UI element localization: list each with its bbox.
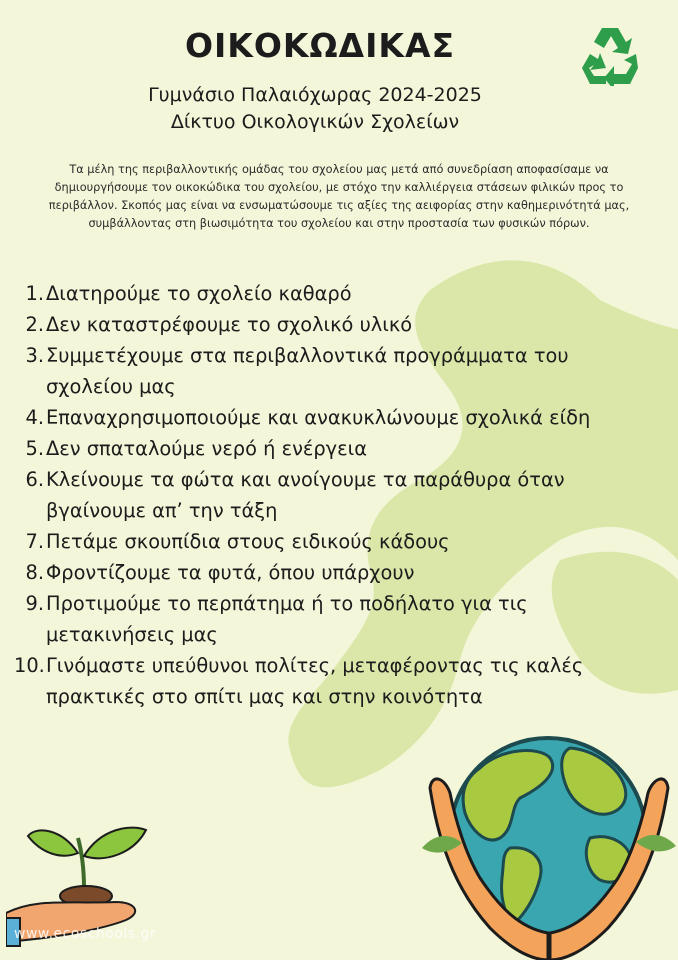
rule-number: 2. <box>25 313 44 336</box>
rule-item <box>14 402 669 433</box>
page-title: ΟΙΚΟΚΩΔΙΚΑΣ <box>184 26 456 65</box>
rule-item <box>14 309 669 340</box>
school-name: Γυμνάσιο Παλαιόχωρας 2024-2025 <box>148 84 482 106</box>
rule-item <box>14 340 669 402</box>
recycle-icon <box>576 24 644 86</box>
rule-text: Κλείνουμε τα φώτα και ανοίγουμε τα παράθυρα όταν βγαίνουμε απ’ την τάξη <box>46 468 565 522</box>
rule-item <box>14 526 669 557</box>
footer-website: www.ecoschools.gr <box>14 926 157 942</box>
rule-number: 8. <box>25 561 44 584</box>
rule-text: Προτιμούμε το περπάτημα ή το ποδήλατο για τις μετακινήσεις μας <box>46 592 528 646</box>
rule-number: 1. <box>25 282 44 305</box>
rule-item <box>14 433 669 464</box>
intro-paragraph: Τα μέλη της περιβαλλοντικής ομάδας του σχολείου μας μετά από συνεδρίαση αποφασίσαμε να δημιουργήσουμε τον οικοκώδικα του σχολείου, με στόχο την καλλιέργεια στάσεων φιλικών προς το περιβάλλον. Σκοπός μας είναι να ενσωματώσουμε τις αξίες της αειφορίας στην καθημερινότητά μας, συμβάλλοντας στη βιωσιμότητα του σχολείου και στην προστασία των φυσικών πόρων. <box>48 163 630 230</box>
rule-number: 10. <box>14 654 45 677</box>
rule-number: 6. <box>25 468 44 491</box>
rule-text: Πετάμε σκουπίδια στους ειδικούς κάδους <box>46 530 450 553</box>
subtitle <box>0 82 630 136</box>
rule-text: Δεν σπαταλούμε νερό ή ενέργεια <box>46 437 367 460</box>
rule-text: Διατηρούμε το σχολείο καθαρό <box>46 282 352 305</box>
rule-item <box>14 588 669 650</box>
rule-item <box>14 557 669 588</box>
rule-number: 5. <box>25 437 44 460</box>
rule-number: 9. <box>25 592 44 615</box>
rule-text: Γινόμαστε υπεύθυνοι πολίτες, μεταφέροντας τις καλές πρακτικές στο σπίτι μας και στην κοινότητα <box>46 654 584 708</box>
rule-text: Δεν καταστρέφουμε το σχολικό υλικό <box>46 313 413 336</box>
rule-text: Επαναχρησιμοποιούμε και ανακυκλώνουμε σχολικά είδη <box>46 406 591 429</box>
rule-text: Συμμετέχουμε στα περιβαλλοντικά προγράμματα του σχολείου μας <box>46 344 569 398</box>
rule-number: 7. <box>25 530 44 553</box>
network-name: Δίκτυο Οικολογικών Σχολείων <box>170 111 460 133</box>
rule-item <box>14 650 669 712</box>
globe-in-hands-icon <box>420 728 678 960</box>
rule-item <box>14 278 669 309</box>
rule-item <box>14 464 669 526</box>
eco-code-list <box>14 278 669 712</box>
rule-number: 3. <box>25 344 44 367</box>
rule-number: 4. <box>25 406 44 429</box>
rule-text: Φροντίζουμε τα φυτά, όπου υπάρχουν <box>46 561 415 584</box>
